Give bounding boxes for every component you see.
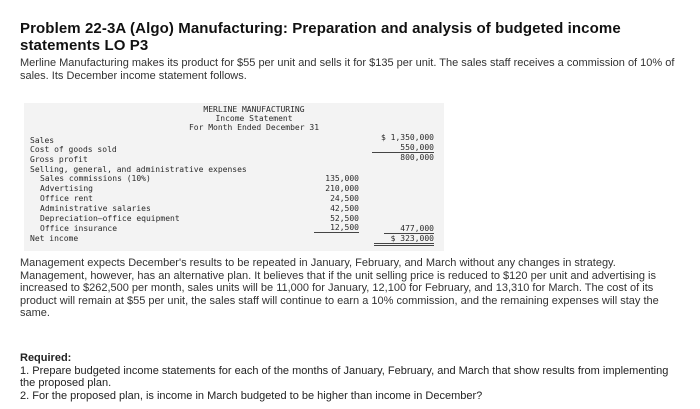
expense-label: Administrative salaries <box>40 204 151 213</box>
gross-profit-label: Gross profit <box>30 155 88 164</box>
expense-label: Depreciation—office equipment <box>40 214 180 223</box>
cogs-label: Cost of goods sold <box>30 145 117 154</box>
required-label: Required: <box>20 352 72 364</box>
expense-value: 135,000 <box>325 174 359 183</box>
income-statement <box>24 103 444 251</box>
required-item-2: 2. For the proposed plan, is income in March budgeted to be higher than income in December? <box>20 389 483 402</box>
problem-title: Problem 22-3A (Algo) Manufacturing: Preparation and analysis of budgeted income statements LO P3 <box>20 20 621 54</box>
expense-value: 24,500 <box>330 194 359 203</box>
expense-label: Office rent <box>40 194 93 203</box>
net-income-value: $ 323,000 <box>374 234 434 246</box>
total-expenses-value: 477,000 <box>384 224 434 234</box>
sales-value: $ 1,350,000 <box>381 133 434 142</box>
required-section <box>20 352 680 402</box>
expense-value: 210,000 <box>325 184 359 193</box>
statement-period: For Month Ended December 31 <box>188 123 320 132</box>
cogs-value: 550,000 <box>372 143 434 153</box>
net-income-label: Net income <box>30 234 79 243</box>
gross-profit-value: 800,000 <box>400 153 434 162</box>
scenario-paragraph: Management expects December's results to be repeated in January, February, and March without any changes in strategy. Management, however, has an alternative plan. It believes that if the unit selling price is reduced to $120 per unit and advertising is increased to $262,500 per month, sales units will be 11,000 for January, 12,100 for February, and 13,310 for March. The cost of its product will remain at $55 per unit, the sales staff will continue to earn a 10% commission, and the remaining expenses will stay the same. <box>20 257 659 319</box>
expense-value: 42,500 <box>330 204 359 213</box>
statement-name: Income Statement <box>215 114 293 123</box>
expense-label: Office insurance <box>40 224 118 233</box>
sga-label: Selling, general, and administrative expenses <box>30 165 247 174</box>
expense-value: 52,500 <box>330 214 359 223</box>
sales-label: Sales <box>30 136 55 145</box>
expense-label: Advertising <box>40 184 93 193</box>
statement-company: MERLINE MANUFACTURING <box>203 105 305 114</box>
intro-paragraph: Merline Manufacturing makes its product for $55 per unit and sells it for $135 per unit. The sales staff receives a commission of 10% of sales. Its December income statement follows. <box>20 57 675 82</box>
required-item-1: 1. Prepare budgeted income statements for each of the months of January, February, and March that show results from implementing the proposed plan. <box>20 364 669 389</box>
expense-label: Sales commissions (10%) <box>40 174 151 183</box>
expense-value: 12,500 <box>314 223 359 233</box>
